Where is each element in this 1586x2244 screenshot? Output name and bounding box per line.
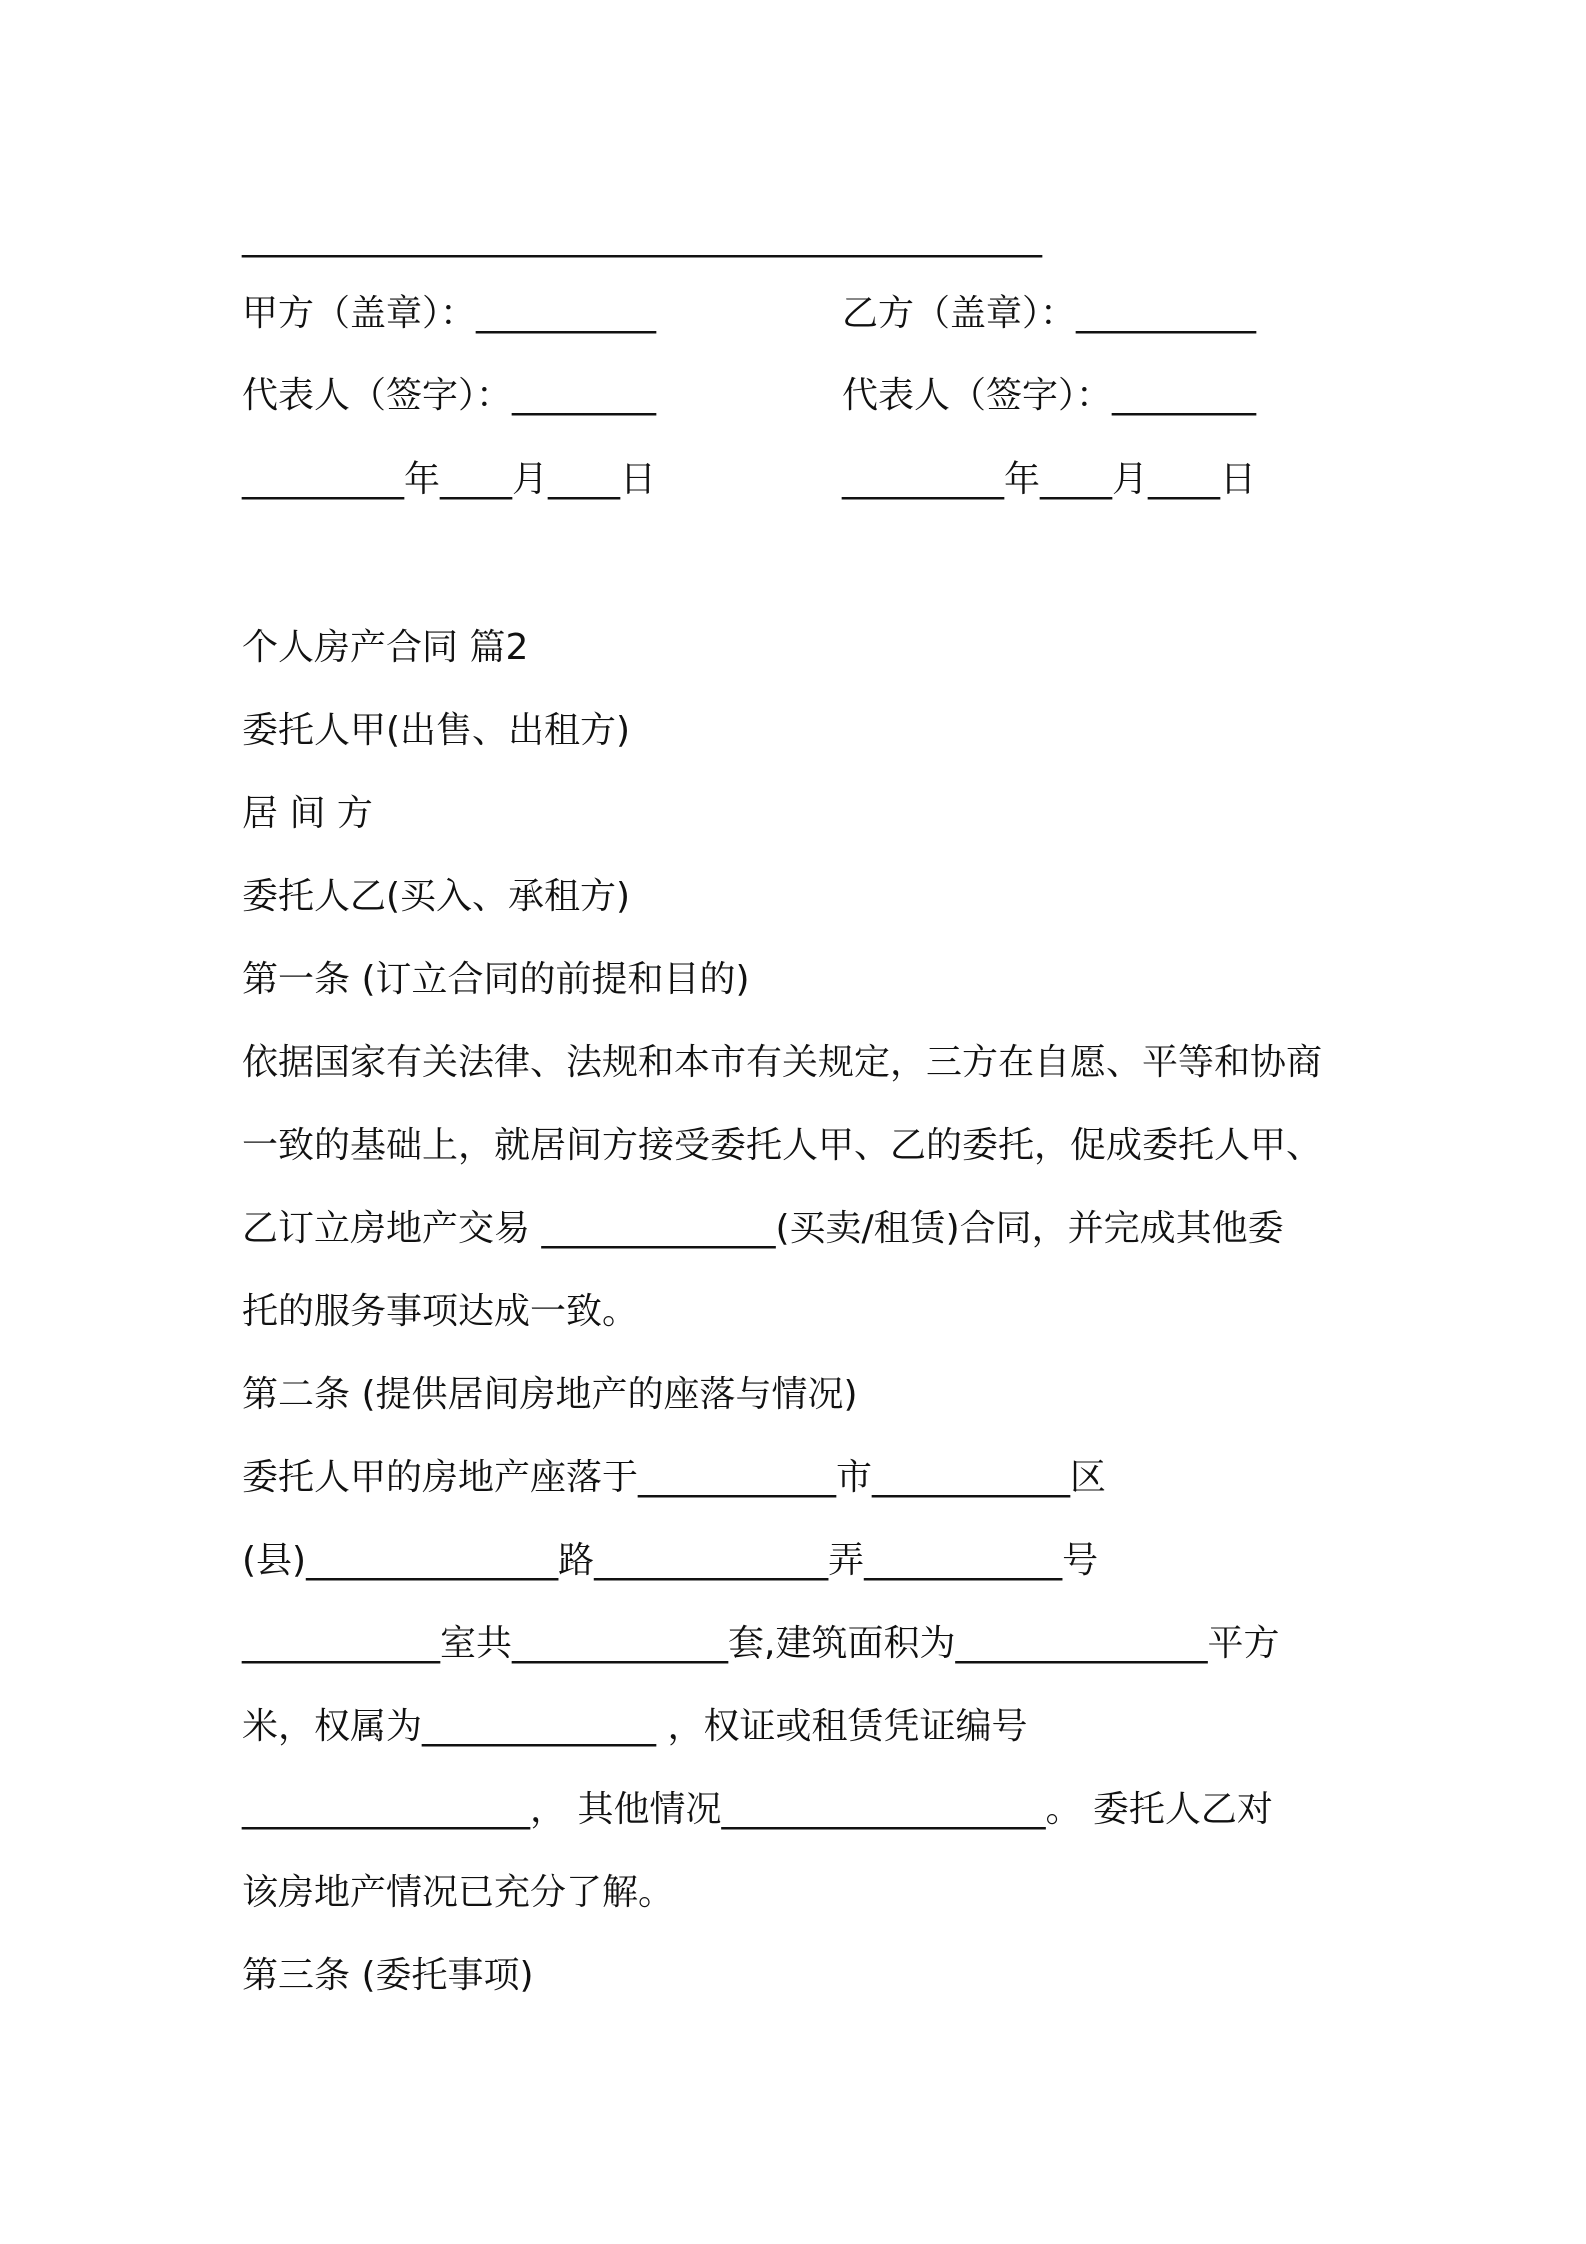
- article1-line: 托的服务事项达成一致。: [242, 1291, 639, 1332]
- article2-title: 第二条 (提供居间房地产的座落与情况): [242, 1374, 858, 1415]
- article2-line: (县)______________路_____________弄___________号: [242, 1540, 1099, 1581]
- article2-line: 米，权属为_____________ ，权证或租赁凭证编号: [242, 1706, 1028, 1747]
- article3-title: 第三条 (委托事项): [242, 1955, 534, 1996]
- party-a-rep-line: 代表人（签字）：________: [242, 375, 657, 416]
- article2-line: ________________， 其他情况__________________。 委托人乙对: [242, 1789, 1273, 1830]
- article2-line: 委托人甲的房地产座落于___________市___________区: [242, 1457, 1107, 1498]
- article1-line: 依据国家有关法律、法规和本市有关规定，三方在自愿、平等和协商: [242, 1042, 1323, 1083]
- party-a-date-line: _________年____月____日: [242, 459, 656, 500]
- article1-line: 一致的基础上，就居间方接受委托人甲、乙的委托，促成委托人甲、: [242, 1125, 1323, 1166]
- party-line-broker: 居 间 方: [242, 793, 373, 834]
- article1-line: 乙订立房地产交易 _____________(买卖/租赁)合同，并完成其他委: [242, 1208, 1284, 1249]
- party-b-date-line: _________年____月____日: [842, 459, 1256, 500]
- party-b-seal-line: 乙方（盖章）：__________: [842, 293, 1257, 334]
- article1-title: 第一条 (订立合同的前提和目的): [242, 959, 750, 1000]
- party-b-rep-line: 代表人（签字）：________: [842, 375, 1257, 416]
- article2-line: 该房地产情况已充分了解。: [242, 1872, 675, 1913]
- article2-line: ___________室共____________套,建筑面积为______________平方: [242, 1623, 1280, 1664]
- party-line-buyer: 委托人乙(买入、承租方): [242, 876, 631, 917]
- party-a-seal-line: 甲方（盖章）：__________: [242, 293, 657, 334]
- section-title: 个人房产合同 篇2: [242, 627, 529, 668]
- top-rule: _______________________________________________: [242, 217, 1041, 258]
- party-line-seller: 委托人甲(出售、出租方): [242, 710, 631, 751]
